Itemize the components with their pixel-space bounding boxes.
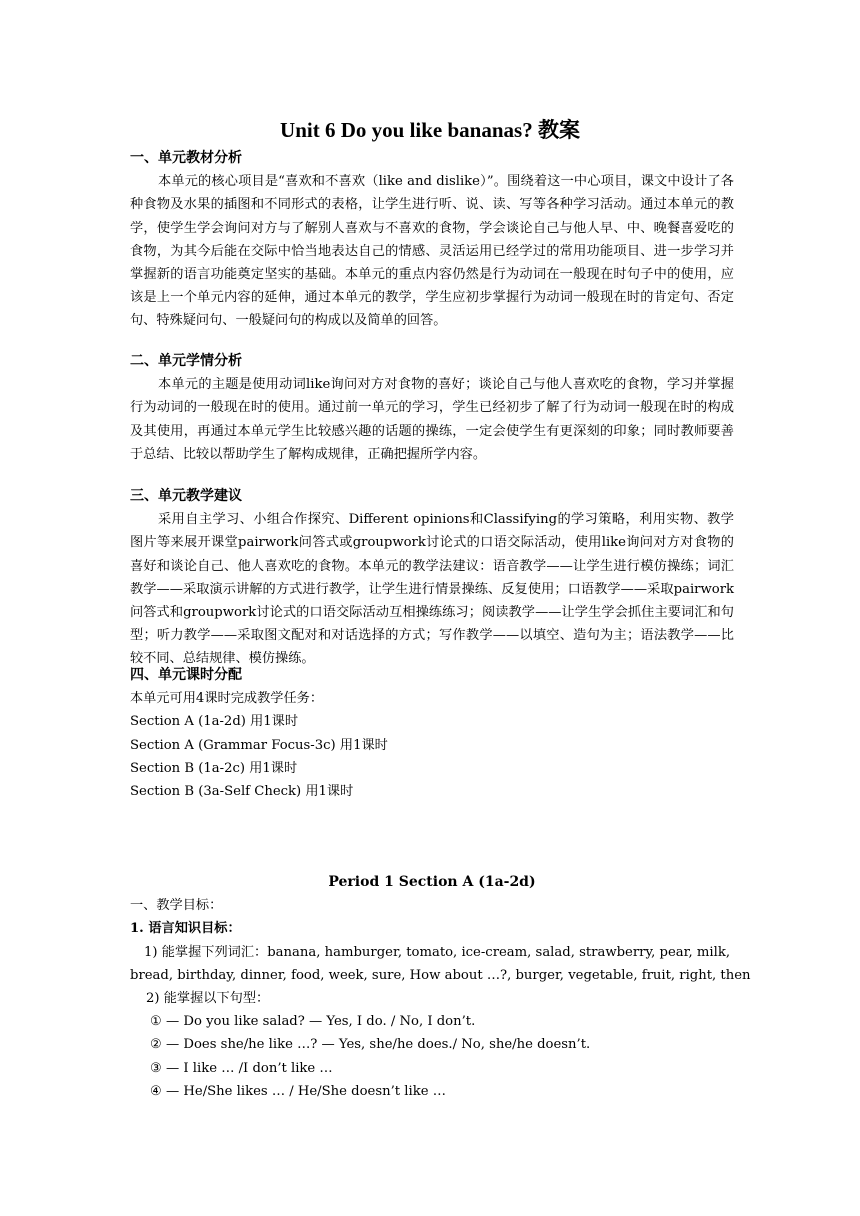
section-heading: 四、单元课时分配 bbox=[130, 667, 242, 683]
goals-heading: 一、教学目标： bbox=[130, 898, 223, 914]
section-heading: 二、单元学情分析 bbox=[130, 353, 242, 369]
section-paragraph: 本单元的核心项目是“喜欢和不喜欢（like and dislike）”。围绕着这一中心项目，课文中设计了各种食物及水果的插图和不同形式的表格，让学生进行听、说、读、写等各种学习活动。通过本单元的教学，使学生学会询问对方与了解别人喜欢与不喜欢的食物，学会谈论自己与他人早、中、晚餐喜爱吃的食物，为其今后能在交际中恰当地表达自己的情感、灵活运用已经学过的常用功能项目、进一步学习并掌握新的语言功能奠定坚实的基础。本单元的重点内容仍然是行为动词在一般现在时句子中的使用，应该是上一个单元内容的延伸，通过本单元的教学，学生应初步掌握行为动词一般现在时的肯定句、否定句、特殊疑问句、一般疑问句的构成以及简单的回答。 bbox=[130, 174, 734, 329]
allocation-item: Section B (3a-Self Check) 用1课时 bbox=[130, 784, 354, 800]
knowledge-heading: 1. 语言知识目标： bbox=[130, 921, 241, 937]
allocation-intro: 本单元可用4课时完成教学任务： bbox=[130, 691, 324, 707]
allocation-item: Section B (1a-2c) 用1课时 bbox=[130, 760, 298, 776]
period-title: Period 1 Section A (1a-2d) bbox=[328, 874, 536, 890]
document-title: Unit 6 Do you like bananas? 教案 bbox=[280, 118, 580, 142]
pattern-item: ③ — I like … /I don’t like … bbox=[150, 1060, 333, 1076]
section-paragraph: 采用自主学习、小组合作探究、Different opinions和Classifying的学习策略，利用实物、教学图片等来展开课堂pairwork问答式或groupwork讨论式的口语交际活动，使用like询问对方对食物的喜好和谈论自己、他人喜欢吃的食物。本单元的教学法建议：语音教学——让学生进行模仿操练；词汇教学——采取演示讲解的方式进行教学，让学生进行情景操练、反复使用；口语教学——采取pairwork问答式和groupwork讨论式的口语交际活动互相操练练习；阅读教学——让学生学会抓住主要词汇和句型；听力教学——采取图文配对和对话选择的方式；写作教学——以填空、造句为主；语法教学——比较不同、总结规律、模仿操练。 bbox=[130, 512, 734, 667]
teaching-suggestions-section bbox=[130, 485, 734, 671]
learner-analysis-section bbox=[130, 350, 734, 466]
patterns-intro: 2) 能掌握以下句型： bbox=[146, 991, 270, 1007]
vocab-continuation: bread, birthday, dinner, food, week, sure, How about …?, burger, vegetable, fruit, right, then bbox=[130, 967, 751, 983]
allocation-item: Section A (Grammar Focus-3c) 用1课时 bbox=[130, 737, 388, 753]
section-heading: 一、单元教材分析 bbox=[130, 150, 242, 166]
pattern-item: ④ — He/She likes … / He/She doesn’t like … bbox=[150, 1083, 446, 1099]
section-heading: 三、单元教学建议 bbox=[130, 488, 242, 504]
allocation-item: Section A (1a-2d) 用1课时 bbox=[130, 714, 299, 730]
period1-section bbox=[130, 871, 751, 1103]
unit-analysis-section bbox=[130, 147, 734, 333]
pattern-item: ② — Does she/he like …? — Yes, she/he does./ No, she/he doesn’t. bbox=[150, 1037, 591, 1053]
pattern-item: ① — Do you like salad? — Yes, I do. / No, I don’t. bbox=[150, 1014, 476, 1030]
vocab-intro: 1) 能掌握下列词汇：banana, hamburger, tomato, ice-cream, salad, strawberry, pear, milk, bbox=[144, 944, 731, 960]
section-paragraph: 本单元的主题是使用动词like询问对方对食物的喜好；谈论自己与他人喜欢吃的食物，学习并掌握行为动词的一般现在时的使用。通过前一单元的学习，学生已经初步了解了行为动词一般现在时的构成及其使用，再通过本单元学生比较感兴趣的话题的操练，一定会使学生有更深刻的印象；同时教师要善于总结、比较以帮助学生了解构成规律，正确把握所学内容。 bbox=[130, 377, 734, 462]
lesson-allocation-section bbox=[130, 664, 734, 803]
